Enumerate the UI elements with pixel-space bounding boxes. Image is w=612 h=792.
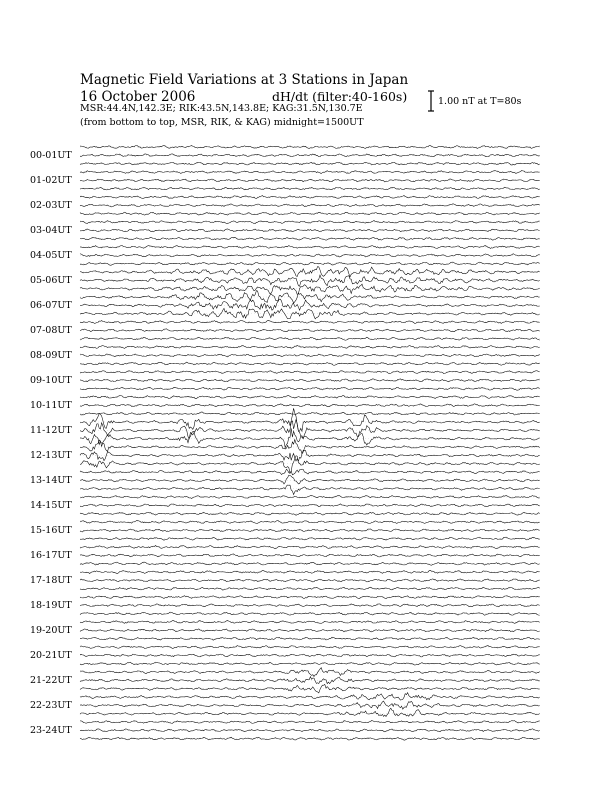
hour-label: 14-15UT [30,500,72,511]
trace-msr [80,387,540,390]
trace-msr [80,212,540,215]
trace-msr [80,456,540,473]
hour-label: 16-17UT [30,550,72,561]
trace-rik [80,254,540,257]
trace-rik [80,379,540,382]
hour-label: 15-16UT [30,525,72,536]
trace-kag [80,570,540,573]
station-order-note: (from bottom to top, MSR, RIK, & KAG) midnight=1500UT [80,117,364,128]
hour-label: 17-18UT [30,575,72,586]
trace-kag [80,495,540,498]
chart-title: Magnetic Field Variations at 3 Stations in Japan [80,72,409,88]
trace-kag [80,646,540,649]
hour-label: 02-03UT [30,200,72,211]
trace-rik [80,154,540,157]
trace-msr [80,587,540,590]
hour-label: 07-08UT [30,325,72,336]
trace-kag [80,267,540,277]
hour-label: 10-11UT [30,400,72,411]
hour-label: 13-14UT [30,475,72,486]
trace-msr [80,308,540,319]
trace-msr [80,708,540,716]
trace-rik [80,450,540,461]
hour-label: 09-10UT [30,375,72,386]
trace-rik [80,579,540,582]
hour-label: 08-09UT [30,350,72,361]
trace-rik [80,299,540,310]
trace-kag [80,693,540,700]
filter-label: dH/dt (filter:40-160s) [272,89,408,104]
trace-rik [80,329,540,332]
trace-rik [80,701,540,709]
trace-rik [80,475,540,484]
trace-rik [80,204,540,207]
trace-kag [80,668,540,677]
trace-rik [80,404,540,407]
hour-label: 00-01UT [30,150,72,161]
trace-kag [80,145,540,148]
trace-rik [80,229,540,232]
trace-rik [80,629,540,632]
trace-kag [80,291,540,304]
hour-label: 12-13UT [30,450,72,461]
hour-label: 01-02UT [30,175,72,186]
hour-label: 22-23UT [30,700,72,711]
station-coordinates: MSR:44.4N,142.3E; RIK:43.5N,143.8E; KAG:31.5N,130.7E [80,103,363,114]
hour-label: 06-07UT [30,300,72,311]
hour-label: 18-19UT [30,600,72,611]
trace-kag [80,196,540,199]
trace-msr [80,485,540,495]
trace-msr [80,612,540,615]
hour-label: 03-04UT [30,225,72,236]
trace-kag [80,621,540,624]
hour-label: 23-24UT [30,725,72,736]
hour-label: 05-06UT [30,275,72,286]
hour-label: 20-21UT [30,650,72,661]
trace-msr [80,284,540,294]
trace-msr [80,562,540,565]
scale-label: 1.00 nT at T=80s [438,96,522,107]
trace-kag [80,408,540,431]
hour-label: 04-05UT [30,250,72,261]
hour-label: 21-22UT [30,675,72,686]
trace-msr [80,412,540,415]
trace-msr [80,362,540,365]
trace-kag [80,440,540,454]
chart-date: 16 October 2006 [80,89,196,105]
trace-rik [80,275,540,286]
hour-label: 19-20UT [30,625,72,636]
hour-label: 11-12UT [30,425,72,436]
trace-rik [80,677,540,684]
trace-msr [80,187,540,190]
